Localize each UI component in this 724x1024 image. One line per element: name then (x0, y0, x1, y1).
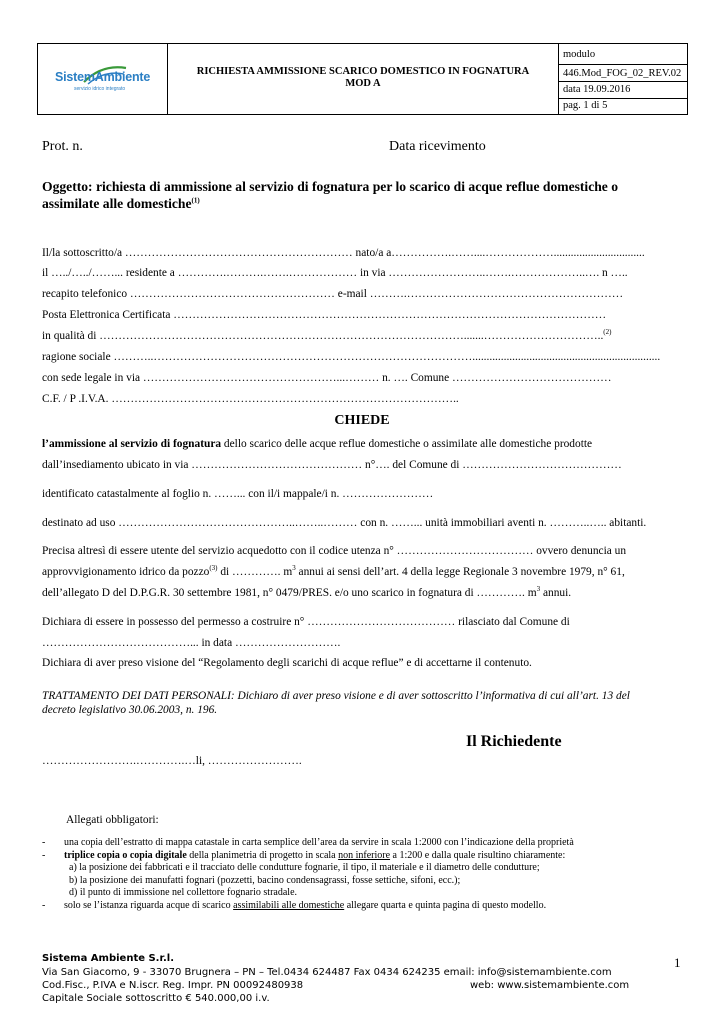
allegati-item-2-underlined: non inferiore (338, 849, 391, 861)
body-p4-allegato: dell’allegato D del D.P.G.R. 30 settembre 1981, n° 0479/PRES. e/o uno scarico in fognatura di …………. m (42, 587, 537, 599)
form-line-cf-piva: C.F. / P .I.V.A. ……………………………………………………………………………….. (42, 393, 459, 405)
logo-cell (38, 44, 168, 114)
chiede-heading: CHIEDE (334, 413, 390, 428)
document-code: 446.Mod_FOG_02_REV.02 (559, 64, 687, 81)
body-p4-legge: annui ai sensi dell’art. 4 della legge Regionale 3 novembre 1979, n° 61, (295, 566, 625, 578)
form-line-pec: Posta Elettronica Certificata …………………………………………………………………………………………………… (42, 309, 607, 321)
allegati-list (42, 837, 574, 912)
body-p4-line2 (42, 565, 625, 579)
page-number: 1 (674, 955, 681, 970)
oggetto (42, 178, 687, 212)
privacy-notice (42, 689, 630, 717)
body-p1-bold: l’ammissione al servizio di fognatura (42, 438, 222, 450)
qualita-text: in qualità di …………………………………………………………………………………….......………………………….. (42, 330, 604, 342)
body-p3: destinato ad uso ………………………………………..……..……… con n. ……... unità immobiliari aventi n. ………..….. abitanti. (42, 517, 647, 529)
body-p6: Dichiara di aver preso visione del “Regolamento degli scarichi di acque reflue” e di accettarne il contenuto. (42, 657, 532, 669)
page-info: pag. 1 di 5 (559, 98, 687, 114)
allegati-item-2b: b) la posizione dei manufatti fognari (pozzetti, bacino condensagrassi, fosse settiche, sifoni, ecc.); (69, 874, 461, 886)
title-line1: RICHIESTA AMMISSIONE SCARICO DOMESTICO IN FOGNATURA (196, 66, 530, 77)
form-line-qualita (42, 329, 611, 343)
footer-company: Sistema Ambiente S.r.l. (42, 953, 175, 964)
header-table (37, 43, 688, 115)
footer-web: web: www.sistemambiente.com (470, 980, 630, 991)
allegati-item-3-text-a: solo se l’istanza riguarda acque di scarico (64, 899, 234, 911)
allegati-item-1: - una copia dell’estratto di mappa catastale in carta semplice dell’area da servire in scala 1:2000 con l’indicazione della proprietà (42, 837, 574, 848)
oggetto-footnote-ref: (1) (191, 196, 200, 205)
body-p4-pozzo: approvvigionamento idrico da pozzo (42, 566, 210, 578)
footer-capitale: Capitale Sociale sottoscritto € 540.000,00 i.v. (42, 993, 270, 1004)
form-line-ragione-sociale: ragione sociale ………..………………………………………………………………………….................................................................. (42, 351, 661, 363)
prot-label: Prot. n. (42, 139, 83, 154)
logo-subtitle: servizio idrico integrato (74, 86, 126, 92)
allegati-item-2-bold: triplice copia o copia digitale (64, 849, 187, 861)
allegati-item-2d: d) il punto di immissione nel collettore fognario stradale. (69, 887, 298, 898)
body-p2: identificato catastalmente al foglio n. ……... con il/i mappale/i n. …………………… (42, 488, 434, 500)
richiedente-label: Il Richiedente (466, 733, 562, 750)
body-p4-line1: Precisa altresì di essere utente del servizio acquedotto con il codice utenza n° ……………………………… ovvero denuncia un (42, 545, 627, 557)
form-line-residenza: il …../…../……... residente a ………….……….…….……………… in via ……………………..…….………………..…. n ….. (42, 267, 628, 279)
luogo-data-line: …………………….………….…li, ……………………. (42, 755, 302, 767)
allegati-title: Allegati obbligatori: (66, 814, 159, 826)
document-date: data 19.09.2016 (559, 81, 687, 98)
allegati-item-2: - triplice copia o copia digitale della planimetria di progetto in scala non inferiore a 1:200 e dalla quale risultino chiaramente: (42, 849, 566, 861)
footer-address: Via San Giacomo, 9 - 33070 Brugnera – PN – Tel.0434 624487 Fax 0434 624235 email: info@sistemambiente.com (42, 967, 612, 978)
body-p1-rest: dello scarico delle acque reflue domestiche o assimilate alle domestiche prodotte (221, 438, 593, 450)
allegati-item-2a: a) la posizione dei fabbricati e il tracciato delle condutture fognarie, il tipo, il materiale e il diametro delle condutture; (69, 862, 540, 873)
info-cell (559, 44, 687, 114)
data-ricevimento-label: Data ricevimento (389, 139, 486, 154)
form-line-sede-legale: con sede legale in via ……………………………………………...……… n. …. Comune …………………………………… (42, 372, 612, 384)
body-p1-line2: dall’insediamento ubicato in via ……………………………………… n°…. del Comune di …………………………………… (42, 459, 622, 471)
allegati-item-3: - solo se l’istanza riguarda acque di scarico assimilabili alle domestiche allegare quarta e quinta pagina di questo modello. (42, 899, 547, 911)
title-cell (168, 44, 559, 114)
footer-fiscal: Cod.Fisc., P.IVA e N.iscr. Reg. Impr. PN 00092480938 (42, 980, 304, 991)
body-p4-m3-sup: 3 (292, 564, 296, 573)
title-line2: MOD A (345, 78, 381, 89)
body-p5-line1: Dichiara di essere in possesso del permesso a costruire n° ………………………………… rilasciato dal Comune di (42, 616, 570, 628)
logo-text: SistemAmbiente (55, 70, 151, 84)
body-p5-line2: …………………………………... in data ………………………. (42, 637, 341, 649)
oggetto-line1: Oggetto: richiesta di ammissione al servizio di fognatura per lo scarico di acque reflue domestiche o (42, 179, 619, 194)
allegati-item-3-text-b: allegare quarta e quinta pagina di questo modello. (344, 899, 547, 911)
allegati-item-2-text-a: della planimetria di progetto in scala (186, 849, 339, 861)
form-line-recapito: recapito telefonico ……………………………………………… e-mail ……….………………………………………………… (42, 288, 624, 300)
body-p4-footnote-ref: (3) (209, 564, 218, 573)
modulo-label: modulo (563, 49, 596, 60)
allegati-item-2-text-b: a 1:200 e dalla quale risultino chiaramente: (390, 849, 566, 861)
body-p4-line3 (42, 586, 571, 600)
form-line-sottoscritto: Il/la sottoscritto/a …………………………………………………… nato/a a…………….……....………………................................ (42, 247, 645, 259)
body-p4-quantita: di …………. m (217, 566, 293, 578)
body-p4-annui: annui. (540, 587, 572, 599)
privacy-line2: decreto legislativo 30.06.2003, n. 196. (42, 704, 218, 716)
allegati-item-1-text: una copia dell’estratto di mappa catastale in carta semplice dell’area da servire in scala 1:2000 con l’indicazione della proprietà (64, 837, 574, 848)
body-p1-line1 (42, 437, 592, 451)
allegati-item-3-underlined: assimilabili alle domestiche (233, 899, 345, 911)
privacy-line1: TRATTAMENTO DEI DATI PERSONALI: Dichiaro di aver preso visione e di aver sottoscritto l’informativa di cui all’art. 13 del (42, 690, 630, 702)
document-title (168, 66, 558, 90)
oggetto-line2: assimilate alle domestiche (42, 196, 192, 211)
qualita-footnote-ref: (2) (603, 328, 612, 337)
body-p4-m3-sup-2: 3 (536, 585, 541, 594)
